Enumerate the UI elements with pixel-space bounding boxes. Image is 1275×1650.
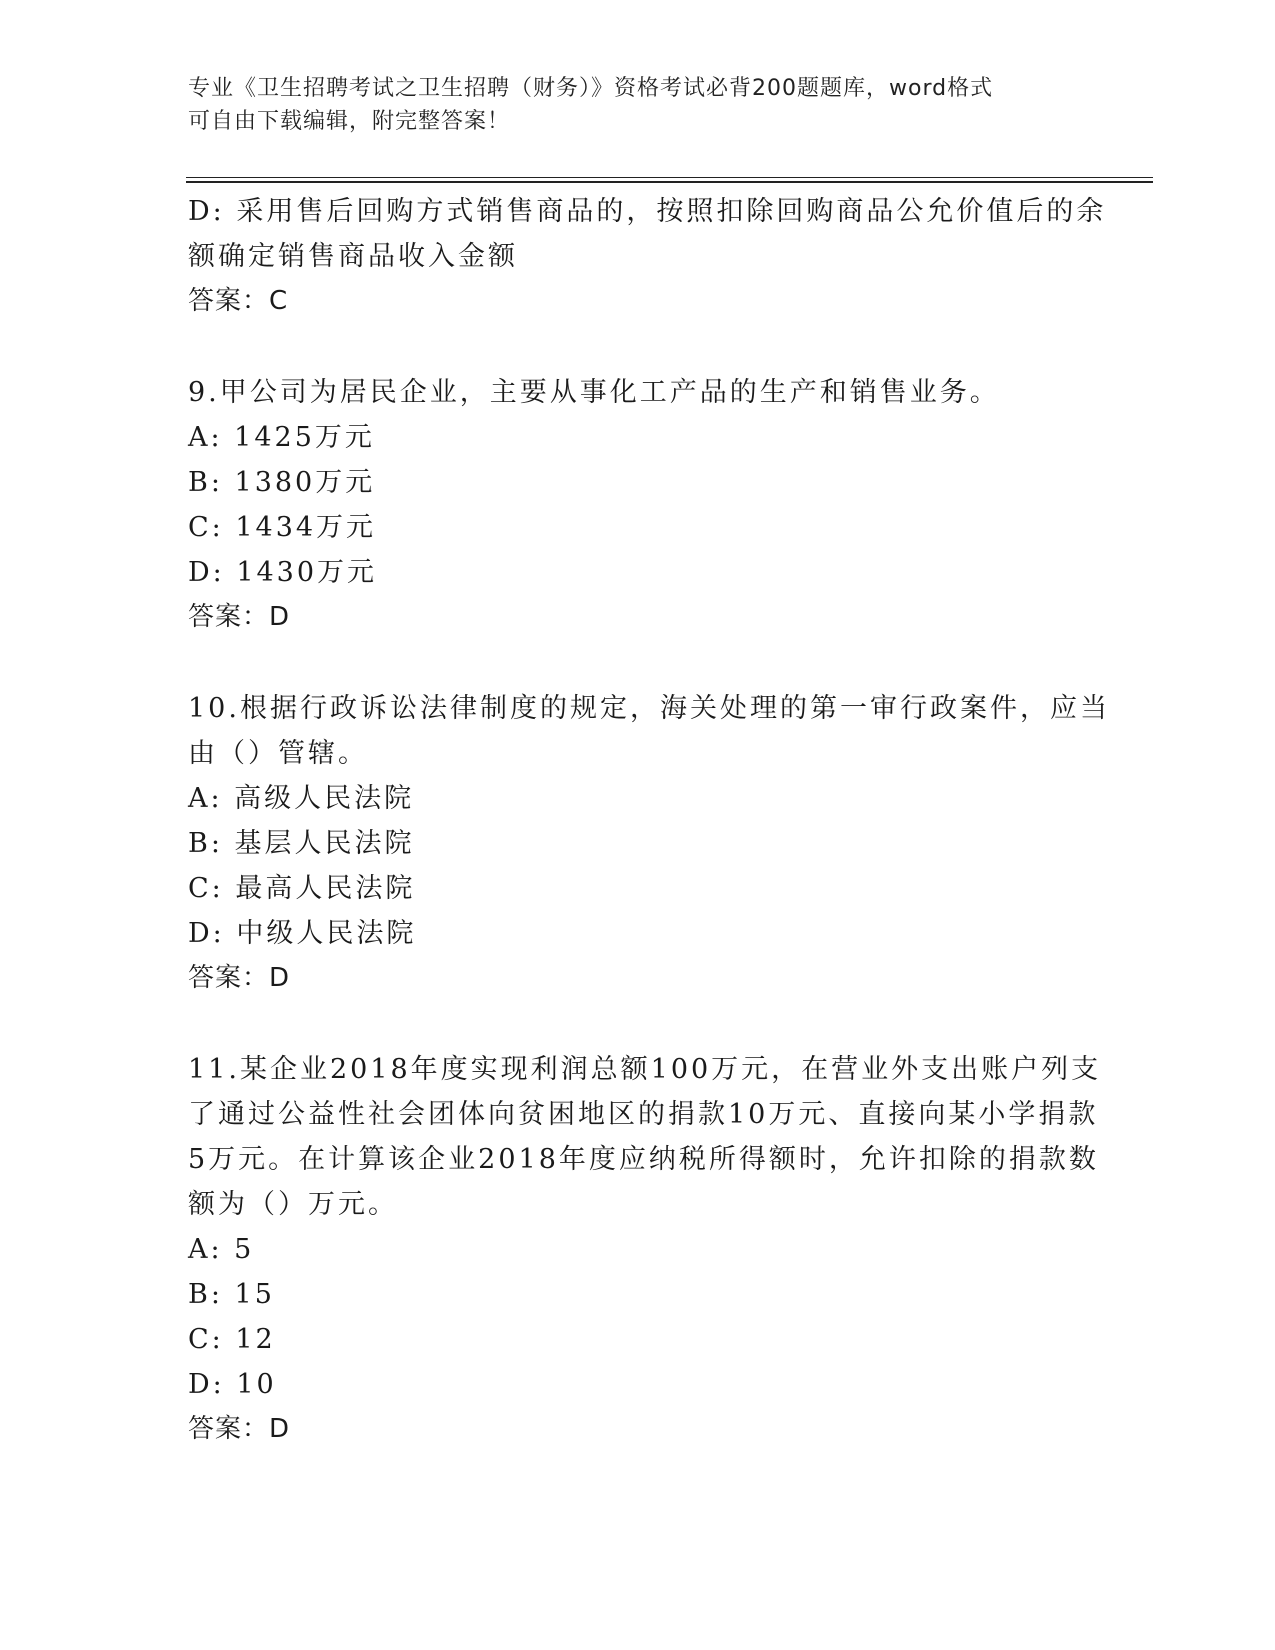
header-title-line-2: 可自由下载编辑，附完整答案！	[188, 109, 511, 134]
answer-label: 答案：D	[188, 602, 291, 632]
option-a: A: 高级人民法院	[188, 783, 415, 814]
question-stem: 9.甲公司为居民企业，主要从事化工产品的生产和销售业务。	[188, 377, 1000, 408]
option-d-text: D: 采用售后回购方式销售商品的，按照扣除回购商品公允价值后的余	[188, 196, 1107, 227]
option-d: D: 10	[188, 1369, 277, 1400]
option-b: B: 15	[188, 1279, 275, 1310]
question-stem-continued: 了通过公益性社会团体向贫困地区的捐款10万元、直接向某小学捐款	[188, 1099, 1099, 1130]
question-stem: 10.根据行政诉讼法律制度的规定，海关处理的第一审行政案件，应当	[188, 693, 1110, 724]
question-10	[188, 686, 1110, 1001]
question-stem: 11.某企业2018年度实现利润总额100万元，在营业外支出账户列支	[188, 1054, 1102, 1085]
question-8-tail	[188, 189, 1107, 324]
option-c: C: 最高人民法院	[188, 873, 416, 904]
option-a: A: 1425万元	[188, 422, 375, 453]
answer-label: 答案：C	[188, 286, 289, 316]
option-c: C: 12	[188, 1324, 276, 1355]
option-c: C: 1434万元	[188, 512, 377, 543]
header-title-line-1: 专业《卫生招聘考试之卫生招聘（财务）》资格考试必背200题题库，word格式	[188, 76, 994, 101]
header-divider	[186, 177, 1153, 183]
option-b: B: 基层人民法院	[188, 828, 415, 859]
question-list	[188, 189, 1110, 1452]
option-d: D: 1430万元	[188, 557, 378, 588]
question-11	[188, 1047, 1102, 1452]
option-a: A: 5	[188, 1234, 255, 1265]
option-d-text-continued: 额确定销售商品收入金额	[188, 241, 518, 272]
question-9	[188, 370, 1088, 640]
question-stem-continued: 由（）管辖。	[188, 738, 368, 769]
document-header	[188, 72, 1088, 138]
answer-label: 答案：D	[188, 1414, 291, 1444]
answer-label: 答案：D	[188, 963, 291, 993]
option-d: D: 中级人民法院	[188, 918, 417, 949]
question-stem-continued: 5万元。在计算该企业2018年度应纳税所得额时，允许扣除的捐款数	[188, 1144, 1099, 1175]
question-stem-continued: 额为（）万元。	[188, 1189, 398, 1220]
option-b: B: 1380万元	[188, 467, 376, 498]
